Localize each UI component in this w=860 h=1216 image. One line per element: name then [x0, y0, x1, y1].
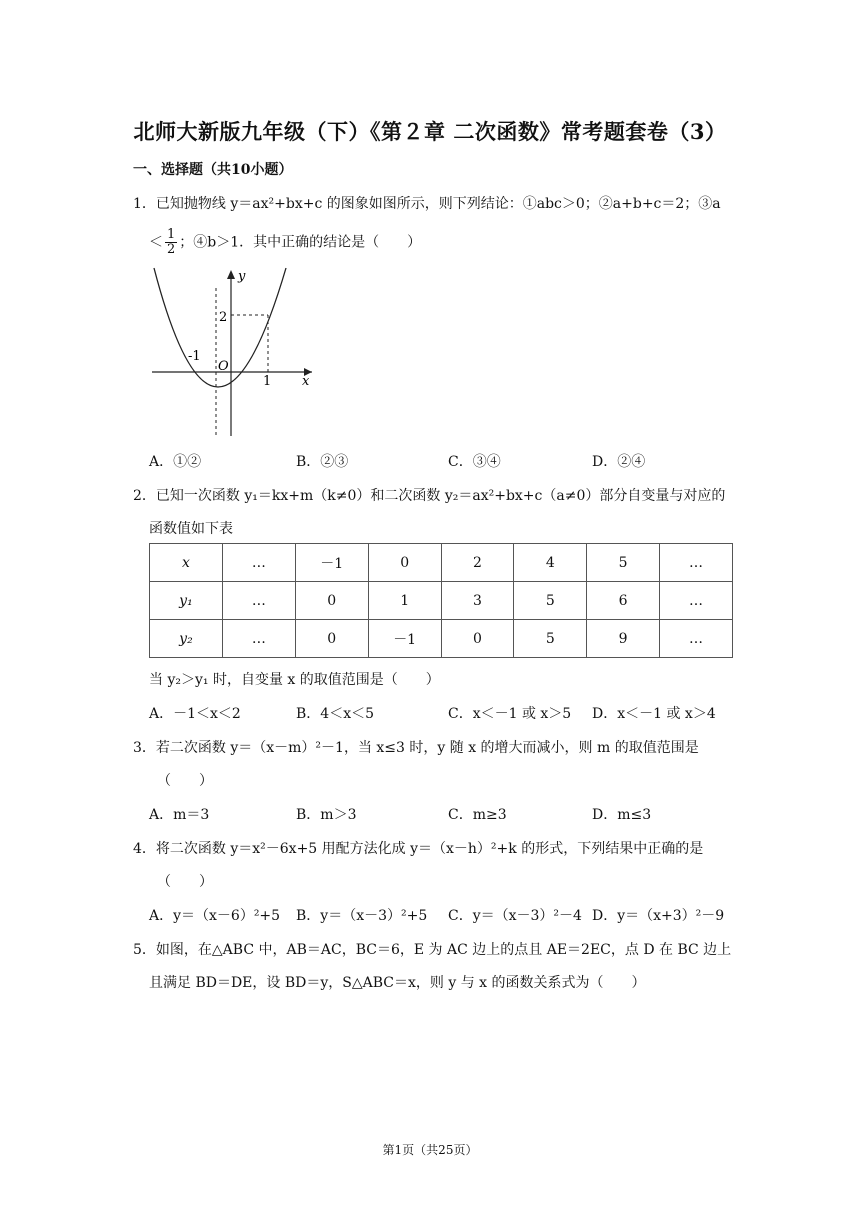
table-cell: 0 [368, 544, 441, 582]
table-cell: 0 [295, 620, 368, 658]
q4-line2: （ ） [157, 874, 213, 890]
q4-line1: 4．将二次函数 y＝x²－6x+5 用配方法化成 y＝（x－h）²+k 的形式，下列结果中正确的是 [133, 841, 704, 857]
q3-option-d[interactable]: D．m≤3 [592, 807, 652, 823]
q1-option-b[interactable]: B．②③ [296, 454, 349, 470]
q3-option-a[interactable]: A．m＝3 [149, 807, 210, 823]
q2-option-d[interactable]: D．x＜－1 或 x＞4 [592, 706, 716, 722]
table-cell: 1 [368, 582, 441, 620]
graph-x-label: x [302, 374, 310, 389]
q1-lt-sign: ＜ [149, 234, 163, 251]
q5-line1: 5．如图，在△ABC 中，AB＝AC，BC＝6，E 为 AC 边上的点且 AE＝2EC，点 D 在 BC 边上 [133, 942, 732, 958]
table-header-cell: y₁ [150, 582, 223, 620]
q3-line2: （ ） [157, 773, 213, 789]
table-row [150, 544, 733, 582]
table-cell: 9 [587, 620, 660, 658]
q3-option-c[interactable]: C．m≥3 [448, 807, 507, 823]
table-cell: … [660, 620, 733, 658]
table-cell: 3 [441, 582, 514, 620]
q5-line2: 且满足 BD＝DE，设 BD＝y，S△ABC＝x，则 y 与 x 的函数关系式为（ ） [149, 975, 646, 991]
q1-option-c[interactable]: C．③④ [448, 454, 501, 470]
page-footer: 第1页（共25页） [382, 1143, 478, 1157]
table-cell: … [222, 582, 295, 620]
graph-origin-label: O [218, 359, 229, 374]
table-cell: 5 [514, 620, 587, 658]
table-cell: 2 [441, 544, 514, 582]
q3-line1: 3．若二次函数 y＝（x－m）²－1，当 x≤3 时，y 随 x 的增大而减小，则 m 的取值范围是 [133, 740, 699, 756]
graph-tick-1: 1 [263, 374, 272, 389]
q4-option-b[interactable]: B．y＝（x－3）²+5 [296, 908, 428, 924]
section-heading: 一、选择题（共10小题） [133, 162, 293, 178]
table-header-cell: y₂ [150, 620, 223, 658]
table-row [150, 620, 733, 658]
table-cell: －1 [368, 620, 441, 658]
q2-line1: 2．已知一次函数 y₁＝kx+m（k≠0）和二次函数 y₂＝ax²+bx+c（a≠0）部分自变量与对应的 [133, 488, 726, 504]
graph-tick-2: 2 [219, 310, 228, 325]
q1-frac-num: 1 [167, 227, 176, 242]
q2-line2: 函数值如下表 [149, 521, 233, 537]
page-title: 北师大新版九年级（下）《第２章 二次函数》常考题套卷（3） [133, 119, 727, 144]
q1-fraction [165, 228, 177, 257]
table-cell: 5 [514, 582, 587, 620]
table-cell: … [222, 620, 295, 658]
graph-y-label: y [238, 269, 246, 284]
table-header-cell: x [150, 544, 223, 582]
q1-option-a[interactable]: A．①② [149, 454, 202, 470]
q2-option-a[interactable]: A．－1＜x＜2 [149, 706, 241, 722]
table-cell: 5 [587, 544, 660, 582]
table-cell: 4 [514, 544, 587, 582]
q4-option-a[interactable]: A．y＝（x－6）²+5 [149, 908, 281, 924]
q2-condition: 当 y₂＞y₁ 时，自变量 x 的取值范围是（ ） [149, 672, 440, 688]
table-cell: 0 [295, 582, 368, 620]
y-axis-arrow [227, 270, 235, 279]
q1-option-d[interactable]: D．②④ [592, 454, 646, 470]
graph-tick-neg1: -1 [188, 349, 201, 364]
table-cell: 6 [587, 582, 660, 620]
table-cell: －1 [295, 544, 368, 582]
table-cell: … [222, 544, 295, 582]
q1-parabola-graph [146, 266, 316, 442]
q1-line2-rest: ；④b＞1．其中正确的结论是（ ） [179, 234, 422, 251]
q1-line2 [149, 228, 421, 257]
table-cell: 0 [441, 620, 514, 658]
table-row [150, 582, 733, 620]
q4-option-c[interactable]: C．y＝（x－3）²－4 [448, 908, 582, 924]
q2-option-c[interactable]: C．x＜－1 或 x＞5 [448, 706, 572, 722]
table-cell: … [660, 544, 733, 582]
table-cell: … [660, 582, 733, 620]
q2-option-b[interactable]: B．4＜x＜5 [296, 706, 374, 722]
q2-value-table [149, 543, 733, 658]
q3-option-b[interactable]: B．m＞3 [296, 807, 357, 823]
q1-frac-den: 2 [167, 242, 176, 257]
q4-option-d[interactable]: D．y＝（x+3）²－9 [592, 908, 725, 924]
q1-line1: 1．已知抛物线 y＝ax²+bx+c 的图象如图所示，则下列结论：①abc＞0；②a+b+c＝2；③a [133, 196, 721, 212]
